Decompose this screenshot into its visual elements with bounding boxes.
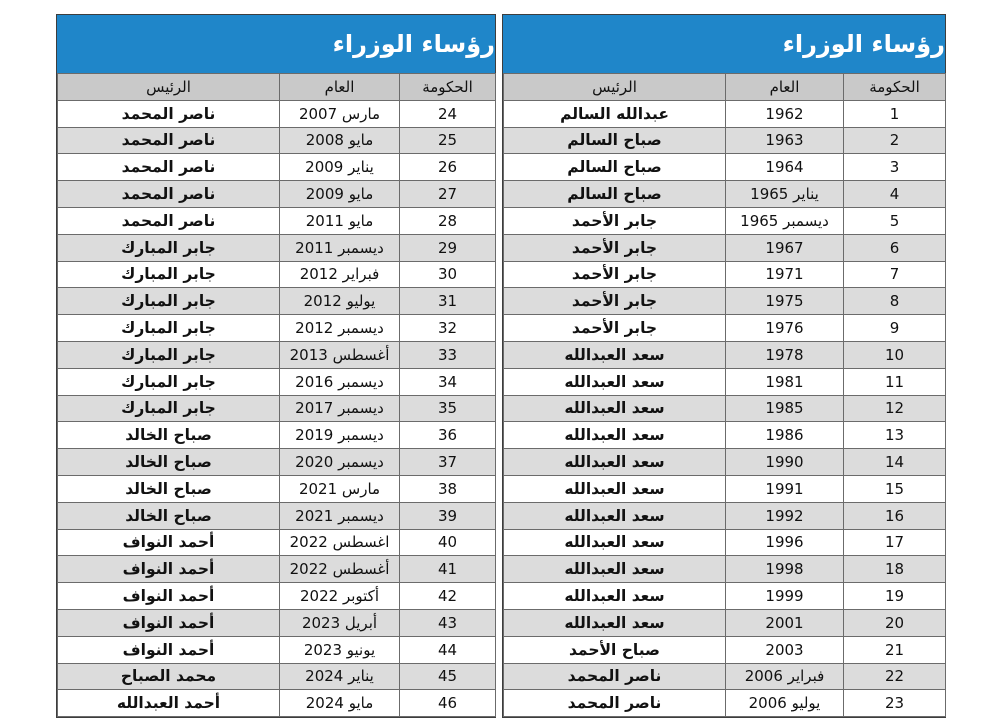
- cell-gov: 33: [400, 341, 496, 368]
- cell-head: سعد العبدالله: [504, 556, 726, 583]
- table-row: [504, 100, 946, 127]
- cell-gov: 7: [844, 261, 946, 288]
- cell-year: 1996: [726, 529, 844, 556]
- cell-year: 1991: [726, 475, 844, 502]
- cell-year: 1992: [726, 502, 844, 529]
- cell-gov: 9: [844, 315, 946, 342]
- cell-gov: 14: [844, 449, 946, 476]
- cell-head: سعد العبدالله: [504, 449, 726, 476]
- cell-head: عبدالله السالم: [504, 100, 726, 127]
- table-body: [58, 100, 496, 716]
- cell-gov: 25: [400, 127, 496, 154]
- cell-year: 2001: [726, 609, 844, 636]
- header-year: العام: [726, 74, 844, 101]
- table-row: [58, 341, 496, 368]
- cell-gov: 44: [400, 636, 496, 663]
- table-title-banner: [503, 15, 945, 73]
- table-row: [58, 663, 496, 690]
- cell-year: 1999: [726, 583, 844, 610]
- cell-year: أغسطس 2013: [280, 341, 400, 368]
- cell-year: 1986: [726, 422, 844, 449]
- cell-year: أكتوبر 2022: [280, 583, 400, 610]
- cell-year: 1998: [726, 556, 844, 583]
- cell-head: سعد العبدالله: [504, 502, 726, 529]
- cell-year: أغسطس 2022: [280, 556, 400, 583]
- cell-year: اغسطس 2022: [280, 529, 400, 556]
- cell-gov: 31: [400, 288, 496, 315]
- table-row: [58, 288, 496, 315]
- cell-year: 1962: [726, 100, 844, 127]
- cell-year: 1978: [726, 341, 844, 368]
- prime-ministers-table-recent: [57, 73, 496, 717]
- table-row: [58, 181, 496, 208]
- table-row: [504, 154, 946, 181]
- cell-head: صباح الخالد: [58, 502, 280, 529]
- cell-gov: 6: [844, 234, 946, 261]
- cell-year: يناير 2024: [280, 663, 400, 690]
- cell-year: يوليو 2006: [726, 690, 844, 717]
- table-row: [58, 234, 496, 261]
- cell-gov: 4: [844, 181, 946, 208]
- cell-gov: 17: [844, 529, 946, 556]
- cell-year: مارس 2021: [280, 475, 400, 502]
- cell-gov: 32: [400, 315, 496, 342]
- cell-gov: 13: [844, 422, 946, 449]
- cell-head: صباح الخالد: [58, 449, 280, 476]
- table-row: [504, 207, 946, 234]
- cell-head: صباح السالم: [504, 154, 726, 181]
- cell-head: محمد الصباح: [58, 663, 280, 690]
- table-row: [58, 609, 496, 636]
- cell-head: سعد العبدالله: [504, 341, 726, 368]
- cell-gov: 45: [400, 663, 496, 690]
- cell-gov: 29: [400, 234, 496, 261]
- cell-gov: 15: [844, 475, 946, 502]
- table-row: [504, 341, 946, 368]
- cell-year: مايو 2011: [280, 207, 400, 234]
- cell-year: 2003: [726, 636, 844, 663]
- cell-year: يناير 2009: [280, 154, 400, 181]
- cell-gov: 21: [844, 636, 946, 663]
- cell-gov: 19: [844, 583, 946, 610]
- cell-gov: 5: [844, 207, 946, 234]
- table-row: [58, 556, 496, 583]
- cell-head: ناصر المحمد: [58, 207, 280, 234]
- cell-gov: 22: [844, 663, 946, 690]
- cell-year: 1967: [726, 234, 844, 261]
- cell-year: ديسمبر 2019: [280, 422, 400, 449]
- header-gov: الحكومة: [400, 74, 496, 101]
- cell-head: ناصر المحمد: [58, 100, 280, 127]
- table-row: [58, 636, 496, 663]
- table-panel-early: [502, 14, 946, 718]
- cell-year: مايو 2008: [280, 127, 400, 154]
- table-row: [504, 690, 946, 717]
- cell-year: يونيو 2023: [280, 636, 400, 663]
- cell-year: ديسمبر 2020: [280, 449, 400, 476]
- table-row: [58, 583, 496, 610]
- header-row: [504, 74, 946, 101]
- cell-head: جابر الأحمد: [504, 207, 726, 234]
- cell-head: سعد العبدالله: [504, 368, 726, 395]
- cell-head: صباح السالم: [504, 181, 726, 208]
- cell-head: صباح الخالد: [58, 422, 280, 449]
- cell-head: جابر المبارك: [58, 368, 280, 395]
- cell-gov: 40: [400, 529, 496, 556]
- cell-head: صباح الأحمد: [504, 636, 726, 663]
- table-row: [504, 449, 946, 476]
- cell-year: يوليو 2012: [280, 288, 400, 315]
- table-row: [58, 154, 496, 181]
- table-row: [58, 315, 496, 342]
- cell-head: صباح الخالد: [58, 475, 280, 502]
- table-row: [504, 475, 946, 502]
- cell-year: ديسمبر 2012: [280, 315, 400, 342]
- cell-gov: 3: [844, 154, 946, 181]
- cell-year: ديسمبر 2016: [280, 368, 400, 395]
- cell-head: سعد العبدالله: [504, 475, 726, 502]
- table-row: [504, 609, 946, 636]
- table-title: رؤساء الوزراء: [332, 30, 495, 58]
- cell-gov: 8: [844, 288, 946, 315]
- cell-gov: 38: [400, 475, 496, 502]
- table-row: [504, 395, 946, 422]
- cell-head: أحمد النواف: [58, 636, 280, 663]
- table-row: [504, 529, 946, 556]
- table-row: [504, 583, 946, 610]
- cell-gov: 16: [844, 502, 946, 529]
- cell-head: أحمد النواف: [58, 529, 280, 556]
- cell-year: مارس 2007: [280, 100, 400, 127]
- cell-gov: 23: [844, 690, 946, 717]
- table-row: [58, 690, 496, 717]
- table-row: [504, 556, 946, 583]
- cell-year: يناير 1965: [726, 181, 844, 208]
- cell-gov: 30: [400, 261, 496, 288]
- cell-year: ديسمبر 1965: [726, 207, 844, 234]
- table-row: [504, 502, 946, 529]
- cell-year: 1976: [726, 315, 844, 342]
- table-row: [504, 315, 946, 342]
- cell-year: 1964: [726, 154, 844, 181]
- table-row: [58, 529, 496, 556]
- cell-year: 1985: [726, 395, 844, 422]
- cell-gov: 11: [844, 368, 946, 395]
- table-row: [58, 127, 496, 154]
- header-head: الرئيس: [58, 74, 280, 101]
- cell-head: أحمد العبدالله: [58, 690, 280, 717]
- cell-gov: 1: [844, 100, 946, 127]
- table-row: [58, 449, 496, 476]
- table-row: [58, 100, 496, 127]
- table-row: [504, 181, 946, 208]
- cell-year: 1963: [726, 127, 844, 154]
- cell-head: ناصر المحمد: [58, 154, 280, 181]
- cell-head: جابر الأحمد: [504, 315, 726, 342]
- cell-head: صباح السالم: [504, 127, 726, 154]
- cell-year: أبريل 2023: [280, 609, 400, 636]
- cell-head: سعد العبدالله: [504, 529, 726, 556]
- cell-head: جابر المبارك: [58, 395, 280, 422]
- cell-year: ديسمبر 2017: [280, 395, 400, 422]
- prime-ministers-table-early: [503, 73, 946, 717]
- table-panel-recent: [56, 14, 496, 718]
- cell-year: مايو 2009: [280, 181, 400, 208]
- cell-head: جابر المبارك: [58, 288, 280, 315]
- table-row: [58, 475, 496, 502]
- cell-head: ناصر المحمد: [58, 127, 280, 154]
- cell-gov: 34: [400, 368, 496, 395]
- cell-head: أحمد النواف: [58, 609, 280, 636]
- header-row: [58, 74, 496, 101]
- cell-gov: 37: [400, 449, 496, 476]
- cell-head: سعد العبدالله: [504, 609, 726, 636]
- cell-head: ناصر المحمد: [504, 663, 726, 690]
- table-row: [504, 422, 946, 449]
- cell-year: ديسمبر 2011: [280, 234, 400, 261]
- table-row: [504, 288, 946, 315]
- table-row: [504, 127, 946, 154]
- cell-gov: 36: [400, 422, 496, 449]
- header-year: العام: [280, 74, 400, 101]
- table-row: [504, 261, 946, 288]
- cell-head: ناصر المحمد: [504, 690, 726, 717]
- cell-head: جابر المبارك: [58, 315, 280, 342]
- cell-year: فبراير 2006: [726, 663, 844, 690]
- cell-head: أحمد النواف: [58, 583, 280, 610]
- cell-gov: 46: [400, 690, 496, 717]
- cell-year: مايو 2024: [280, 690, 400, 717]
- cell-year: فبراير 2012: [280, 261, 400, 288]
- cell-gov: 10: [844, 341, 946, 368]
- cell-gov: 39: [400, 502, 496, 529]
- cell-head: جابر المبارك: [58, 261, 280, 288]
- cell-year: 1975: [726, 288, 844, 315]
- table-title-banner: [57, 15, 495, 73]
- cell-gov: 12: [844, 395, 946, 422]
- cell-gov: 28: [400, 207, 496, 234]
- cell-year: 1990: [726, 449, 844, 476]
- cell-year: 1971: [726, 261, 844, 288]
- table-row: [58, 368, 496, 395]
- cell-gov: 18: [844, 556, 946, 583]
- table-row: [58, 422, 496, 449]
- table-row: [504, 636, 946, 663]
- cell-year: 1981: [726, 368, 844, 395]
- header-gov: الحكومة: [844, 74, 946, 101]
- cell-gov: 26: [400, 154, 496, 181]
- table-row: [58, 502, 496, 529]
- cell-head: جابر المبارك: [58, 234, 280, 261]
- cell-gov: 41: [400, 556, 496, 583]
- table-row: [58, 261, 496, 288]
- cell-gov: 42: [400, 583, 496, 610]
- cell-head: سعد العبدالله: [504, 422, 726, 449]
- table-row: [58, 207, 496, 234]
- cell-year: ديسمبر 2021: [280, 502, 400, 529]
- cell-head: أحمد النواف: [58, 556, 280, 583]
- table-body: [504, 100, 946, 716]
- header-head: الرئيس: [504, 74, 726, 101]
- cell-head: جابر الأحمد: [504, 261, 726, 288]
- cell-gov: 35: [400, 395, 496, 422]
- cell-gov: 24: [400, 100, 496, 127]
- cell-gov: 27: [400, 181, 496, 208]
- table-row: [504, 234, 946, 261]
- cell-head: جابر الأحمد: [504, 234, 726, 261]
- cell-head: ناصر المحمد: [58, 181, 280, 208]
- cell-gov: 2: [844, 127, 946, 154]
- table-row: [58, 395, 496, 422]
- table-title: رؤساء الوزراء: [782, 30, 945, 58]
- cell-head: سعد العبدالله: [504, 583, 726, 610]
- table-row: [504, 663, 946, 690]
- cell-head: سعد العبدالله: [504, 395, 726, 422]
- cell-head: جابر الأحمد: [504, 288, 726, 315]
- cell-gov: 20: [844, 609, 946, 636]
- table-row: [504, 368, 946, 395]
- cell-gov: 43: [400, 609, 496, 636]
- cell-head: جابر المبارك: [58, 341, 280, 368]
